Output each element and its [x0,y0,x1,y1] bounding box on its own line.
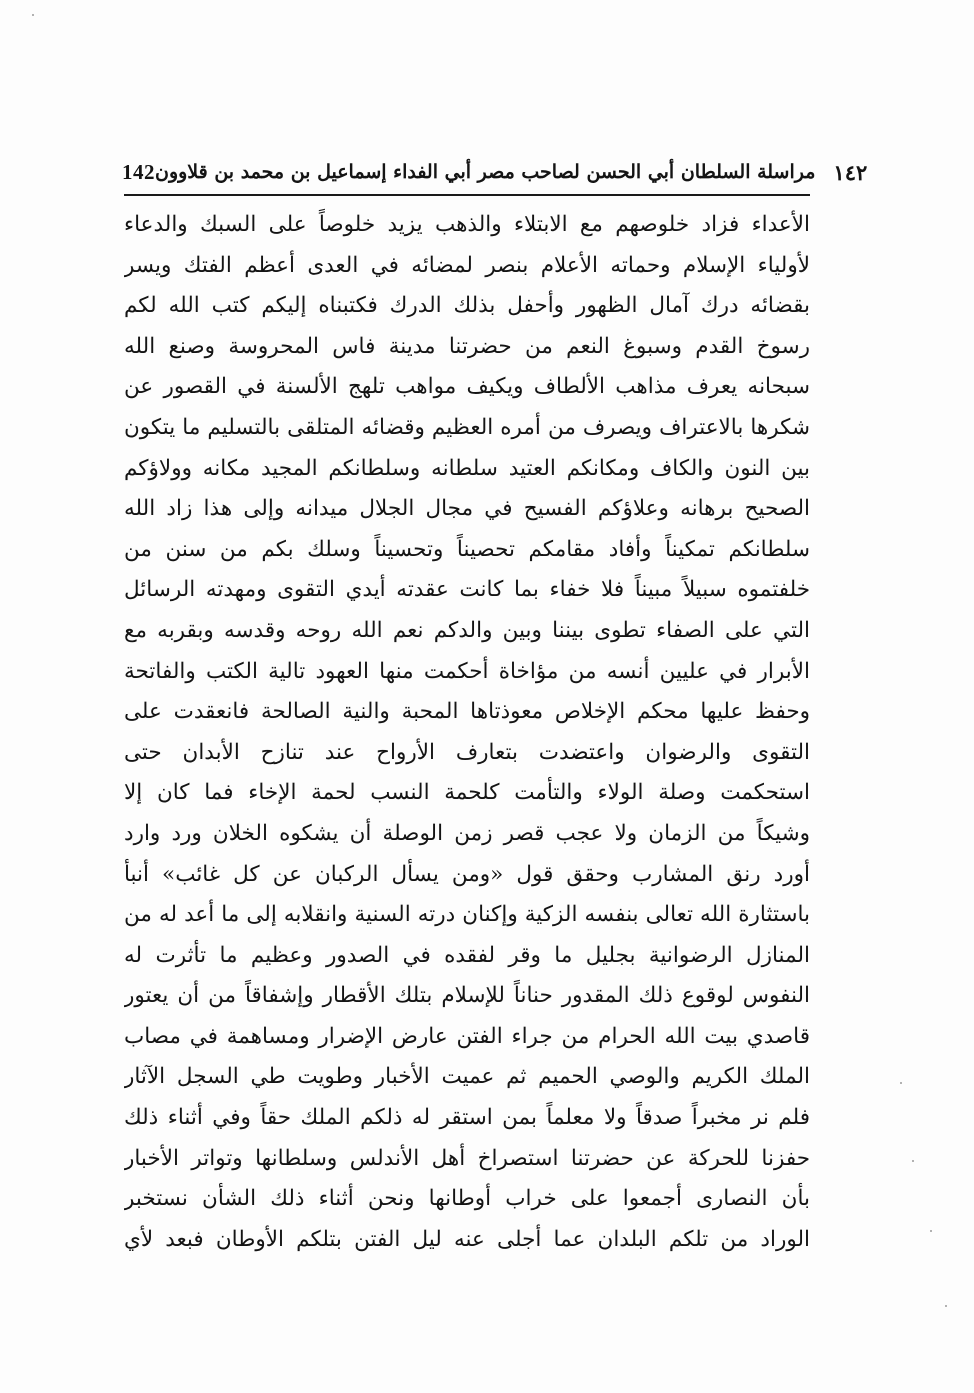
running-title: مراسلة السلطان أبي الحسن لصاحب مصر أبي الفداء إسماعيل بن محمد بن قلاوون [155,161,816,183]
text-line: استحكمت وصلة الولاء والتأمت كلحمة النسب لحمة الإخاء فما كان إلا [124,780,810,806]
text-line: بقضائه درك آمال الظهور وأحفل بذلك الدرك فكتبناه إليكم كتب الله لكم [124,293,810,319]
text-line: الصحيح برهانه وعلاؤكم الفسيح في مجال الجلال ميدانه وإلى هذا زاد الله [124,496,810,522]
text-line: رسوخ القدم وسبوغ النعم من حضرتنا مدينة فاس المحروسة وصنع الله [124,333,810,359]
text-line: أورد رنق المشارب وحقق قول «ومن يسأل الركبان عن كل غائب» أنبأ [124,861,810,887]
text-line: باستثارة الله تعالى بنفسه الزكية وإكنان درته السنية وانقلابه إلى ما أعد له من [124,902,810,928]
text-line: بأن النصارى أجمعوا على خراب أوطانها ونحن أثناء ذلك الشأن نستخبر [124,1186,810,1212]
text-line: بين النون والكاف ومكانكم العتيد سلطانه وسلطانكم المجيد مكانه وولاؤكم [124,455,810,481]
scan-speck [32,14,34,16]
text-line: الأعداء فزاد خلوصهم مع الابتلاء والذهب يزيد خلوصاً على السبك والدعاء [124,212,810,237]
scan-speck [930,1230,932,1232]
page-number-arabic: ١٤٢ [833,159,868,185]
text-line: لأولياء الإسلام وحماته الأعلام بنصر لمضائه في العدى أعظم الفتك ويسر [124,252,810,278]
text-line: فلم نر مخبراً صدقاً ولا معلماً بمن استقر له ذلكم الملك حقاً وفي أثناء ذلك [124,1105,810,1131]
scan-speck [912,1160,914,1162]
header-rule [124,194,810,196]
text-line: التقوى والرضوان واعتضدت بتعارف الأرواح عند تنازح الأبدان حتى [124,739,810,765]
text-line: سبحانه يعرف مذاهب الألطاف ويكيف مواهب تلهج الألسنة في القصور عن [124,374,810,400]
body-text [124,205,810,1260]
text-line: قاصدي بيت الله الحرام من جراء الفتن عارض الإضرار ومساهمة في مصاب [124,1023,810,1049]
text-line: سلطانكم تمكيناً وأفاد مقامكم تحصيناً وتحسيناً وسلك بكم من سنن من [124,536,810,562]
header-title-group [155,160,867,185]
text-line: الملك الكريم والوصي الحميم ثم عميت الأخبار وطويت طي السجل الآثار [124,1064,810,1090]
text-line: وحفظ عليها محكم الإخلاص معوذتاها المحبة والنية الصالحة فانعقدت على [124,699,810,725]
text-line: حفزنا للحركة عن حضرتنا استصراخ أهل الأندلس وسلطانها وتواتر الأخبار [124,1145,810,1171]
text-line: المنازل الرضوانية بجليل ما وقر لفقده في الصدور وعظيم ما تأثرت له [124,942,810,968]
scan-speck [900,1082,902,1084]
text-line: التي على الصفاء تطوى بيننا وبين والدكم نعم الله روحه وقدسه وبقربه مع [124,617,810,643]
running-header [122,152,868,192]
page-number-latin: 142 [122,159,155,184]
text-line: النفوس لوقوع ذلك المقدور حناناً للإسلام بتلك الأقطار وإشفاقاً من أن يعتور [124,983,810,1009]
text-line: الأبرار في عليين أنسه من مؤاخاة أحكمت منها العهود تالية الكتب والفاتحة [124,658,810,684]
text-line: وشيكاً من الزمان ولا عجب قصر زمن الوصلة أن يشكوه الخلان ورد وارد [124,820,810,846]
text-line: الوراد من تلكم البلدان عما أجلى عنه ليل الفتن بتلكم الأوطان فبعد لأي [124,1226,810,1252]
text-line: شكرها بالاعتراف ويصرف من أمره العظيم وقضائه المتلقى بالتسليم ما يتكون [124,414,810,440]
text-line: خلفتموه سبيلاً مبيناً فلا خفاء بما كانت عقدته أيدي التقوى ومهدته الرسائل [124,577,810,603]
scan-speck [945,1305,947,1307]
